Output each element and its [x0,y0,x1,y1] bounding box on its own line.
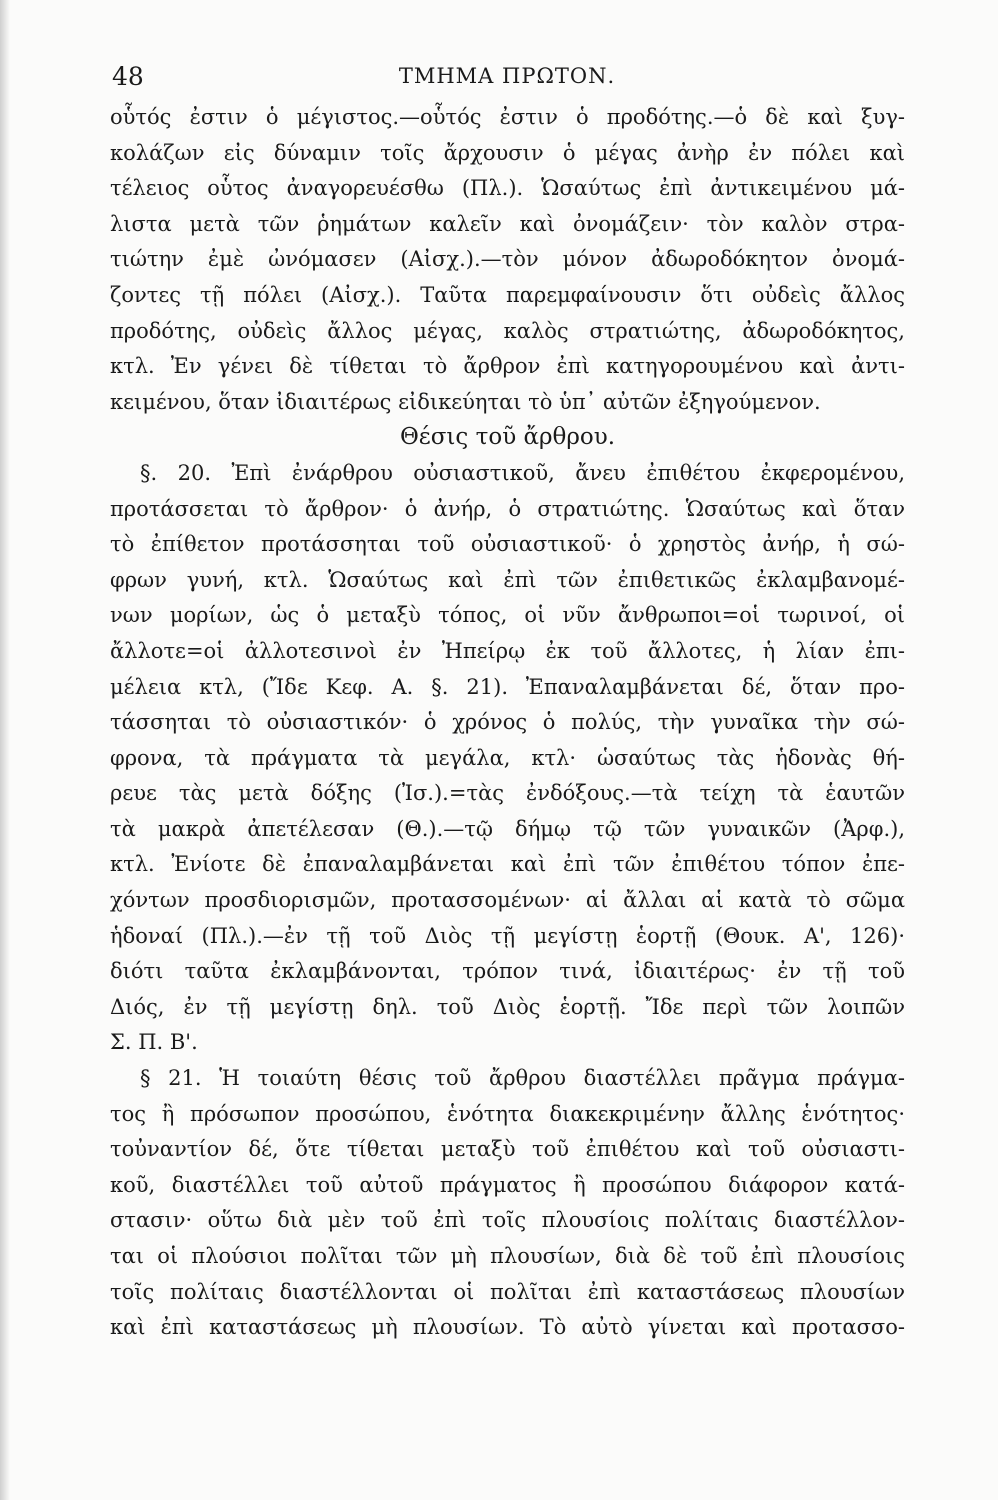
text-line: τιώτην ἐμὲ ὠνόμασεν (Αἰσχ.).—τὸν μόνον ἀδωροδόκητον ὀνομά- [110,247,905,272]
text-line: §. 20. Ἐπὶ ἐνάρθρου οὐσιαστικοῦ, ἄνευ ἐπιθέτου ἐκφερομένου, [140,460,905,485]
text-line: τέλειος οὗτος ἀναγορευέσθω (Πλ.). Ὡσαύτως ἐπὶ ἀντικειμένου μά- [110,176,905,201]
text-line: τος ἢ πρόσωπον προσώπου, ἑνότητα διακεκριμένην ἄλλης ἑνότητος· [110,1101,905,1126]
text-line: ρευε τὰς μετὰ δόξης (Ἰσ.).=τὰς ἐνδόξους.—τὰ τείχη τὰ ἑαυτῶν [110,781,905,806]
running-title: ΤΜΗΜΑ ΠΡΩΤΟΝ. [398,64,616,88]
body-text [110,100,905,1346]
text-line: προτάσσεται τὸ ἄρθρον· ὁ ἀνήρ, ὁ στρατιώτης. Ὡσαύτως καὶ ὅταν [110,496,905,521]
section-heading: Θέσις τοῦ ἄρθρου. [399,424,616,451]
text-line: καὶ ἐπὶ καταστάσεως μὴ πλουσίων. Τὸ αὐτὸ γίνεται καὶ προτασσο- [110,1315,905,1340]
text-line: κειμένου, ὅταν ἰδιαιτέρως εἰδικεύηται τὸ ὑπ᾽ αὐτῶν ἐξηγούμενον. [110,389,821,414]
text-line: διότι ταῦτα ἐκλαμβάνονται, τρόπον τινά, ἰδιαιτέρως· ἐν τῇ τοῦ [110,959,905,984]
text-line: νων μορίων, ὡς ὁ μεταξὺ τόπος, οἱ νῦν ἄνθρωποι=οἱ τωρινοί, οἱ [110,603,905,628]
text-line: χόντων προσδιορισμῶν, προτασσομένων· αἱ ἄλλαι αἱ κατὰ τὸ σῶμα [110,888,905,913]
text-line: τὸ ἐπίθετον προτάσσηται τοῦ οὐσιαστικοῦ· ὁ χρηστὸς ἀνήρ, ἡ σώ- [110,532,905,557]
text-line: στασιν· οὕτω διὰ μὲν τοῦ ἐπὶ τοῖς πλουσίοις πολίταις διαστέλλον- [110,1208,905,1233]
text-line: μέλεια κτλ, (Ἴδε Κεφ. Α. §. 21). Ἐπαναλαμβάνεται δέ, ὅταν προ- [110,674,905,699]
text-line: τοῖς πολίταις διαστέλλονται οἱ πολῖται ἐπὶ καταστάσεως πλουσίων [110,1279,905,1304]
text-line: λιστα μετὰ τῶν ῥημάτων καλεῖν καὶ ὀνομάζειν· τὸν καλὸν στρα- [110,211,905,236]
text-line: ζοντες τῇ πόλει (Αἰσχ.). Ταῦτα παρεμφαίνουσιν ὅτι οὐδεὶς ἄλλος [110,282,905,307]
page-gutter-shadow [0,0,10,1500]
text-line: φρονα, τὰ πράγματα τὰ μεγάλα, κτλ· ὡσαύτως τὰς ἡδονὰς θή- [110,745,905,770]
text-line: τάσσηται τὸ οὐσιαστικόν· ὁ χρόνος ὁ πολύς, τὴν γυναῖκα τὴν σώ- [110,710,905,735]
text-line: § 21. Ἡ τοιαύτη θέσις τοῦ ἄρθρου διαστέλλει πρᾶγμα πράγμα- [140,1066,905,1091]
text-line: ται οἱ πλούσιοι πολῖται τῶν μὴ πλουσίων, διὰ δὲ τοῦ ἐπὶ πλουσίοις [110,1244,905,1268]
text-line: κοῦ, διαστέλλει τοῦ αὐτοῦ πράγματος ἢ προσώπου διάφορον κατά- [110,1172,905,1197]
text-line: ἄλλοτε=οἱ ἀλλοτεσινοὶ ἐν Ἠπείρῳ ἐκ τοῦ ἄλλοτες, ἡ λίαν ἐπι- [110,638,905,663]
text-line: κτλ. Ἐν γένει δὲ τίθεται τὸ ἄρθρον ἐπὶ κατηγορουμένου καὶ ἀντι- [110,354,905,379]
text-line: ἡδοναί (Πλ.).—ἐν τῇ τοῦ Διὸς τῇ μεγίστῃ ἑορτῇ (Θουκ. Α', 126)· [110,923,905,948]
text-line: τὰ μακρὰ ἀπετέλεσαν (Θ.).—τῷ δήμῳ τῷ τῶν γυναικῶν (Ἀρφ.), [110,816,905,841]
text-line: κολάζων εἰς δύναμιν τοῖς ἄρχουσιν ὁ μέγας ἀνὴρ ἐν πόλει καὶ [110,140,905,165]
running-header [112,62,902,96]
text-line: Σ. Π. Β'. [110,1030,198,1055]
text-line: κτλ. Ἐνίοτε δὲ ἐπαναλαμβάνεται καὶ ἐπὶ τῶν ἐπιθέτου τόπον ἐπε- [110,852,905,877]
text-line: προδότης, οὐδεὶς ἄλλος μέγας, καλὸς στρατιώτης, ἀδωροδόκητος, [110,318,905,343]
text-line: φρων γυνή, κτλ. Ὡσαύτως καὶ ἐπὶ τῶν ἐπιθετικῶς ἐκλαμβανομέ- [110,567,905,592]
text-line: οὗτός ἐστιν ὁ μέγιστος.—οὗτός ἐστιν ὁ προδότης.—ὁ δὲ καὶ ξυγ- [110,105,905,129]
text-line: τοὐναντίον δέ, ὅτε τίθεται μεταξὺ τοῦ ἐπιθέτου καὶ τοῦ οὐσιαστι- [110,1137,905,1162]
page-number: 48 [112,62,144,91]
text-line: Διός, ἐν τῇ μεγίστῃ δηλ. τοῦ Διὸς ἑορτῇ. Ἴδε περὶ τῶν λοιπῶν [110,994,905,1019]
